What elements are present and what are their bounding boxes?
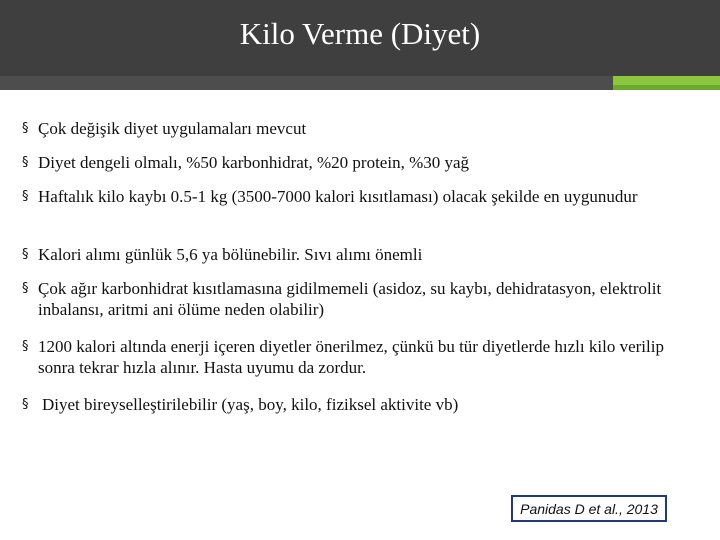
bullet-marker-icon: § bbox=[22, 189, 29, 204]
bullet-text-4: Kalori alımı günlük 5,6 ya bölünebilir. Sıvı alımı önemli bbox=[38, 245, 423, 264]
bullet-text-3: Haftalık kilo kaybı 0.5-1 kg (3500-7000 kalori kısıtlaması) olacak şekilde en uygunudur bbox=[38, 187, 638, 206]
bullet-marker-icon: § bbox=[22, 339, 29, 354]
bullet-item-3 bbox=[22, 186, 638, 207]
accent-strip bbox=[0, 76, 720, 90]
bullet-marker-icon: § bbox=[22, 155, 29, 170]
bullet-marker-icon: § bbox=[22, 121, 29, 136]
bullet-marker-icon: § bbox=[22, 281, 29, 296]
bullet-item-1 bbox=[22, 118, 306, 139]
citation-box bbox=[511, 495, 667, 522]
bullet-text-5: Çok ağır karbonhidrat kısıtlamasına gidilmemeli (asidoz, su kaybı, dehidratasyon, elektrolit inbalansı, aritmi ani ölüme neden olabilir) bbox=[38, 279, 662, 319]
accent-strip-green bbox=[613, 76, 720, 90]
title-bar bbox=[0, 0, 720, 76]
bullet-item-4 bbox=[22, 244, 422, 265]
bullet-text-6: 1200 kalori altında enerji içeren diyetler önerilmez, çünkü bu tür diyetlerde hızlı kilo verilip sonra tekrar hızla alınır. Hasta uyumu da zordur. bbox=[38, 337, 664, 377]
bullet-marker-icon: § bbox=[22, 397, 29, 412]
bullet-item-6 bbox=[22, 336, 702, 378]
bullet-text-1: Çok değişik diyet uygulamaları mevcut bbox=[38, 119, 307, 138]
bullet-item-5 bbox=[22, 278, 702, 320]
bullet-marker-icon: § bbox=[22, 247, 29, 262]
bullet-item-7 bbox=[22, 394, 458, 415]
bullet-text-2: Diyet dengeli olmalı, %50 karbonhidrat, %20 protein, %30 yağ bbox=[38, 153, 470, 172]
bullet-item-2 bbox=[22, 152, 469, 173]
slide-title: Kilo Verme (Diyet) bbox=[239, 16, 481, 51]
citation-text: Panidas D et al., 2013 bbox=[520, 500, 658, 517]
bullet-text-7: Diyet bireyselleştirilebilir (yaş, boy, kilo, fiziksel aktivite vb) bbox=[42, 395, 459, 414]
accent-strip-dark bbox=[0, 76, 613, 90]
